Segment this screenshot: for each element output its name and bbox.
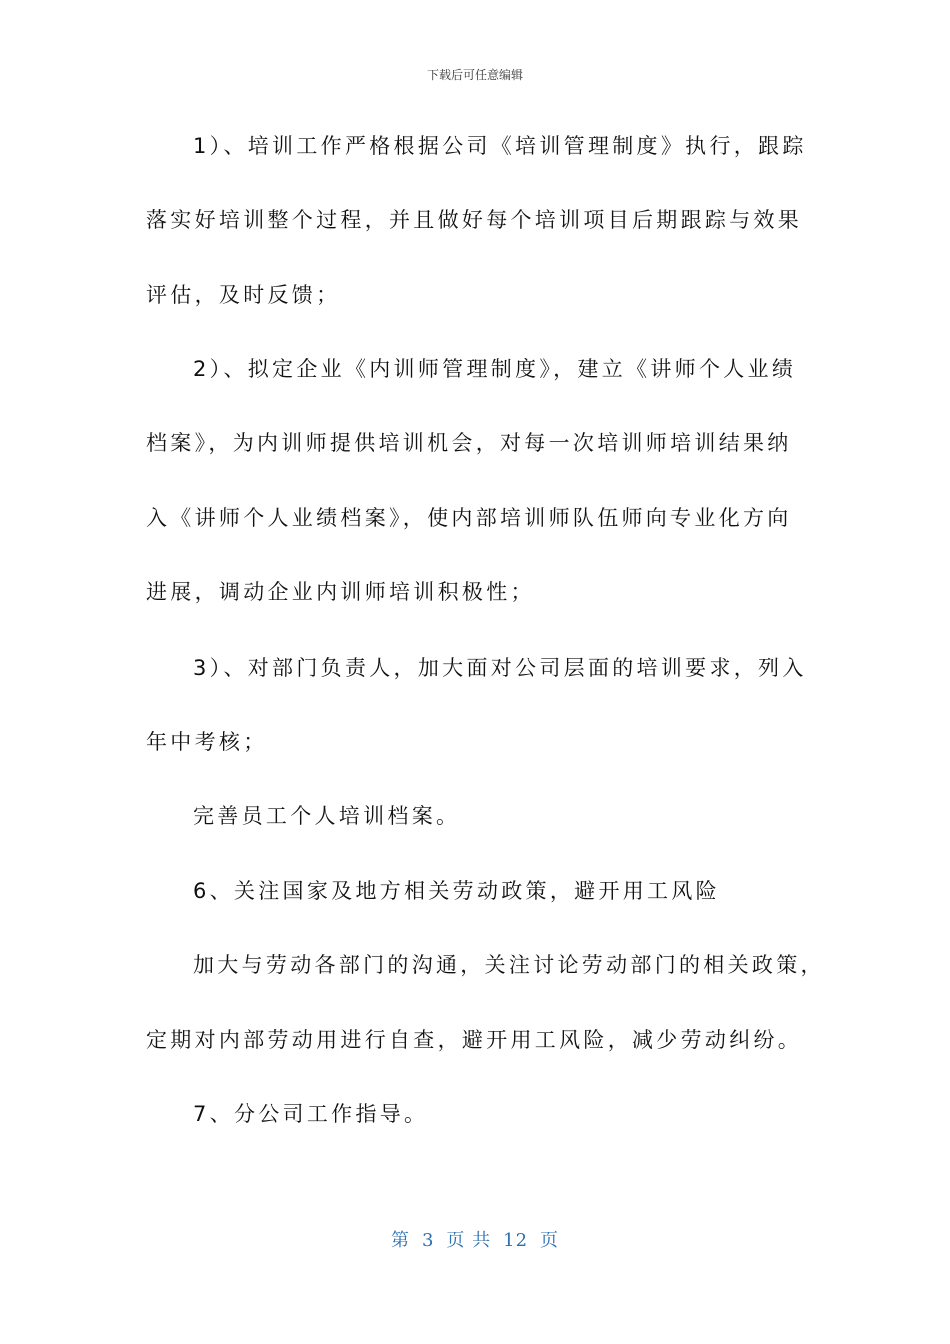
total-page-number: 12 (503, 1230, 529, 1251)
paragraph-line: 2）、拟定企业《内训师管理制度》，建立《讲师个人业绩 (193, 357, 797, 381)
page-number-prefix: 第 (390, 1230, 410, 1251)
page-number-middle: 页 共 (446, 1230, 492, 1251)
paragraph-line: 定期对内部劳动用进行自查，避开用工风险，减少劳动纠纷。 (146, 1028, 803, 1052)
paragraph-line: 评估，及时反馈； (146, 283, 341, 307)
paragraph-line: 进展，调动企业内训师培训积极性； (146, 580, 535, 604)
section-heading: 6、关注国家及地方相关劳动政策，避开用工风险 (193, 879, 720, 903)
section-heading: 7、分公司工作指导。 (193, 1102, 429, 1126)
paragraph-line: 1）、培训工作严格根据公司《培训管理制度》执行，跟踪 (193, 134, 807, 158)
paragraph-line: 完善员工个人培训档案。 (193, 804, 461, 828)
paragraph-line: 档案》，为内训师提供培训机会，对每一次培训师培训结果纳 (146, 431, 792, 455)
current-page-number: 3 (421, 1230, 435, 1251)
paragraph-line: 落实好培训整个过程，并且做好每个培训项目后期跟踪与效果 (146, 208, 803, 232)
page-footer (0, 1226, 950, 1252)
paragraph-line: 加大与劳动各部门的沟通，关注讨论劳动部门的相关政策， (193, 953, 825, 977)
paragraph-line: 入《讲师个人业绩档案》，使内部培训师队伍师向专业化方向 (146, 506, 792, 530)
page-number-suffix: 页 (540, 1230, 560, 1251)
page-header: 下载后可任意编辑 (426, 68, 523, 82)
paragraph-line: 3）、对部门负责人，加大面对公司层面的培训要求，列入 (193, 656, 807, 680)
paragraph-line: 年中考核； (146, 730, 268, 754)
